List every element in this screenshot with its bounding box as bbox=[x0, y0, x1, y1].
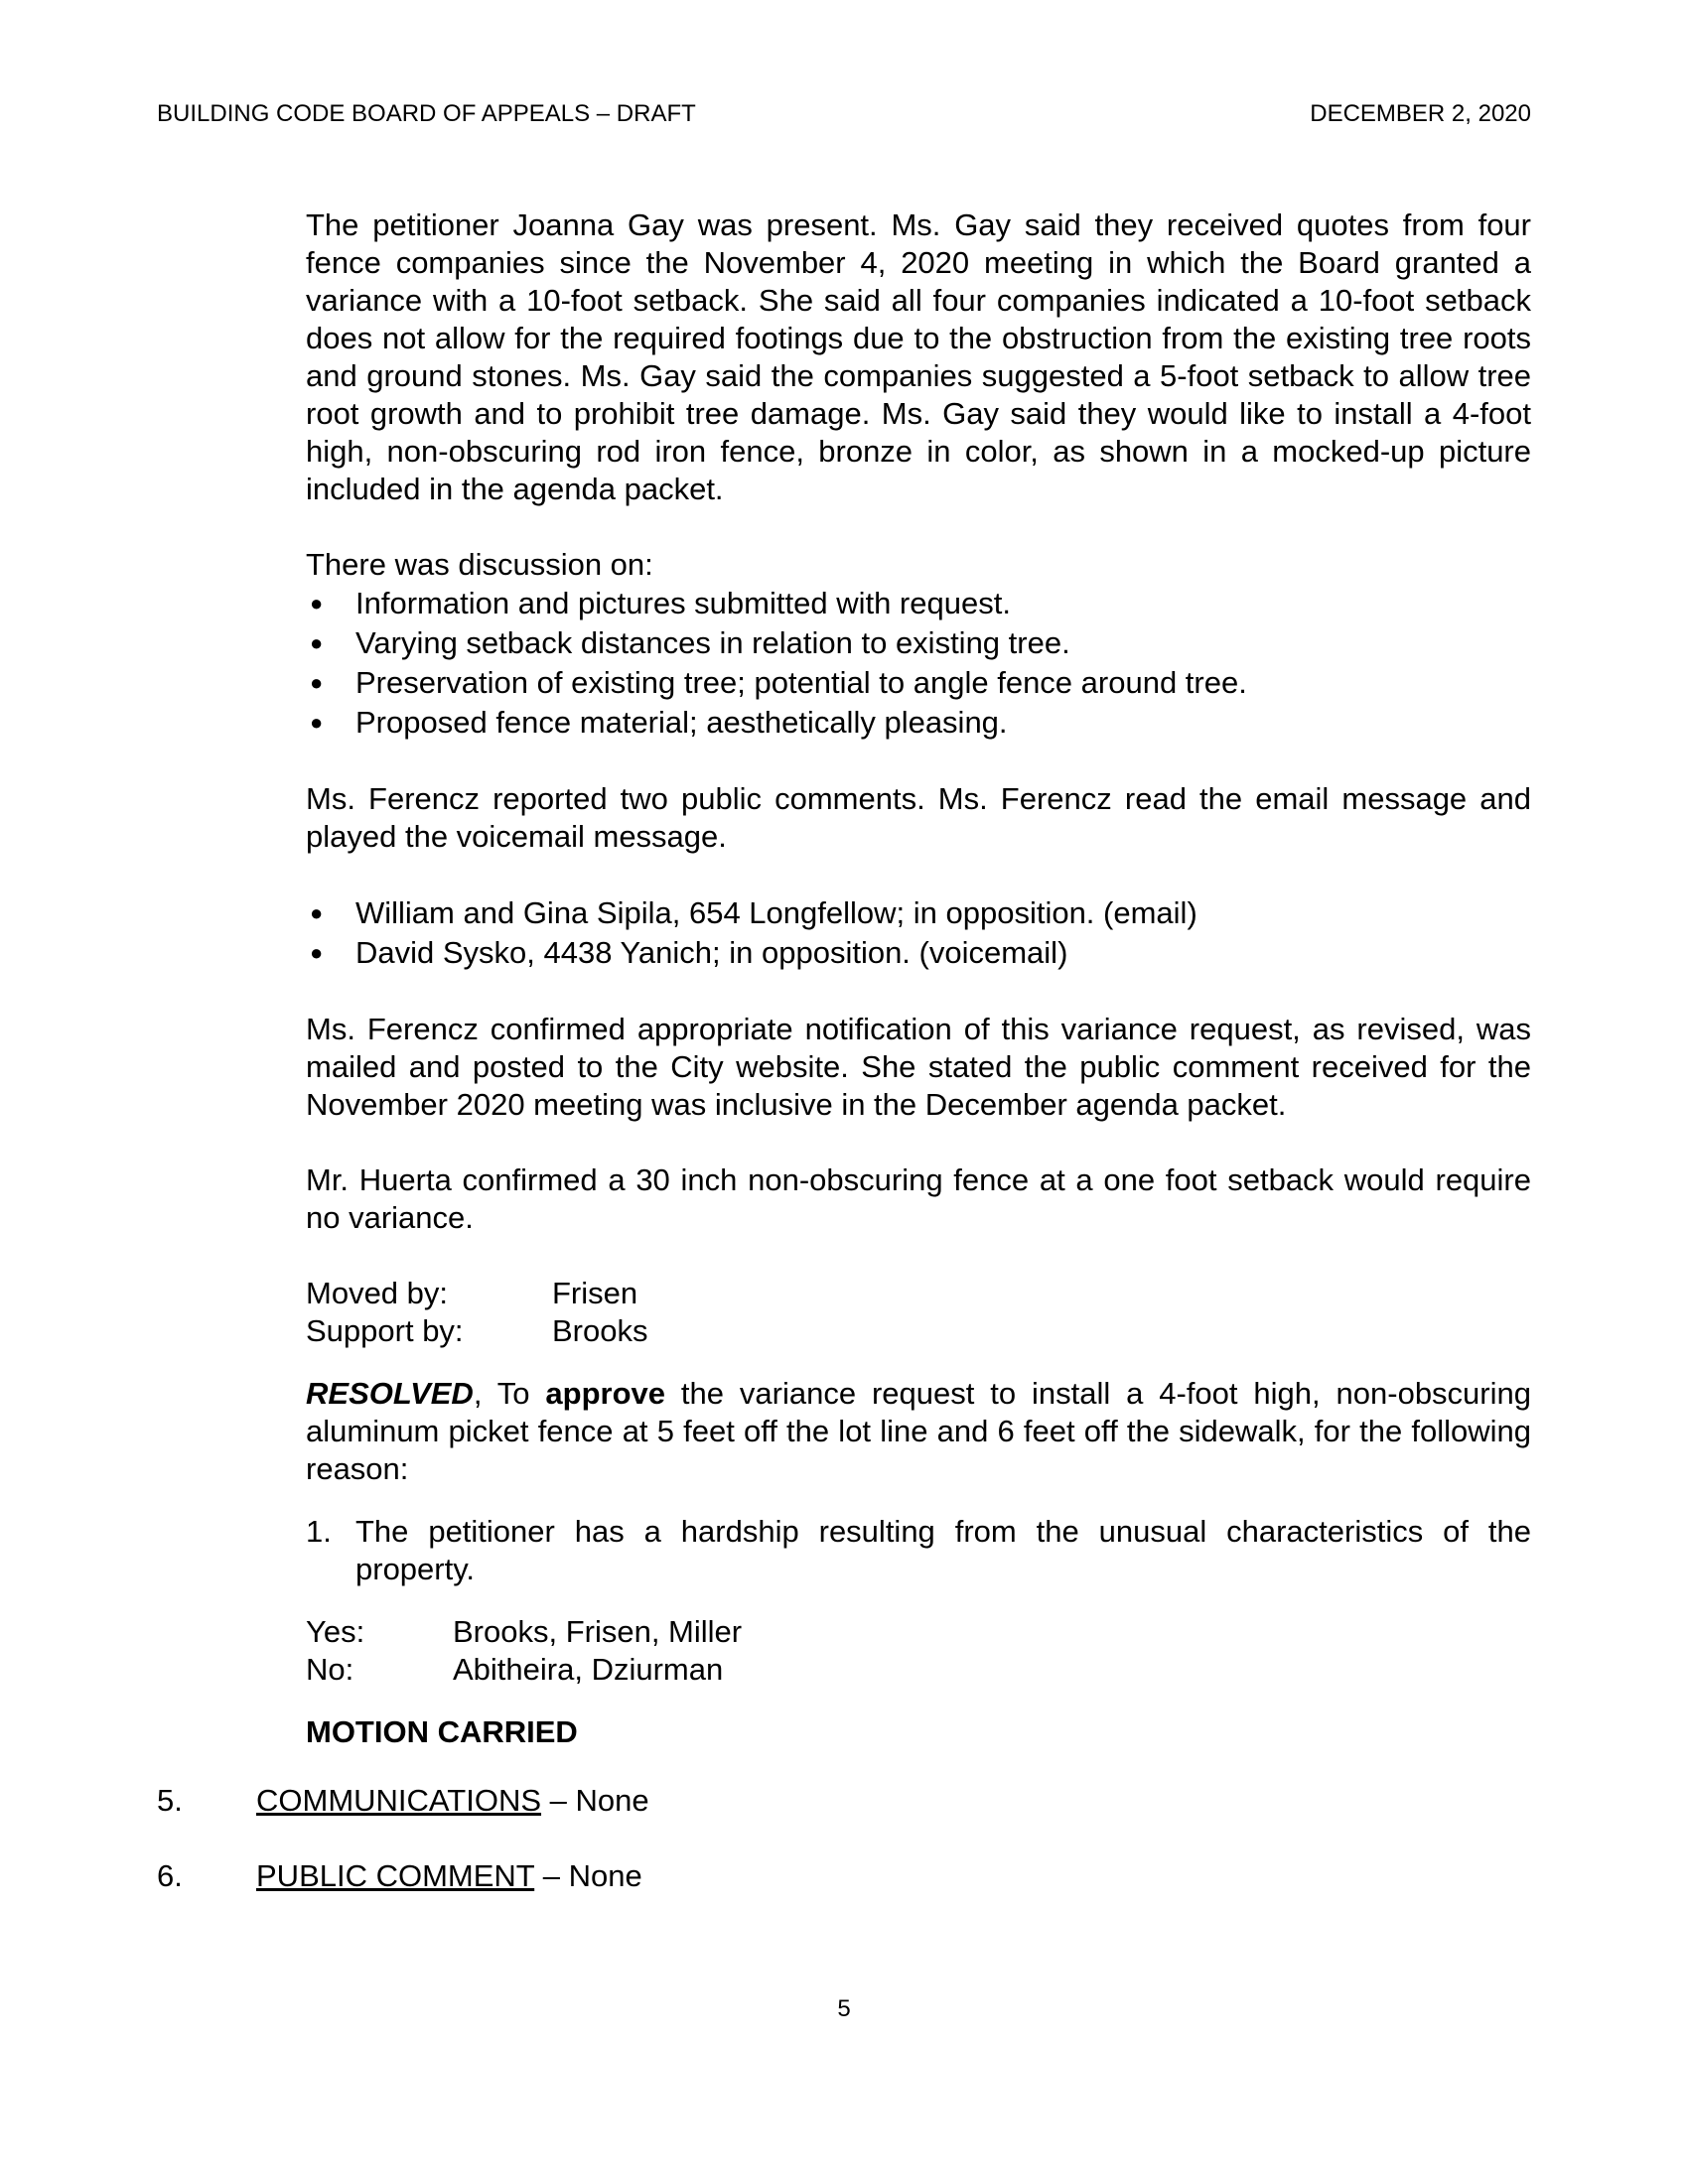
minutes-body bbox=[306, 206, 1531, 1751]
vote-yes-label: Yes: bbox=[306, 1614, 365, 1649]
vote-no-value: Abitheira, Dziurman bbox=[453, 1652, 724, 1687]
approve-keyword: approve bbox=[545, 1376, 666, 1411]
section-number: 5. bbox=[157, 1783, 183, 1818]
list-item: 1. The petitioner has a hardship resulting from the unusual characteristics of the property. bbox=[306, 1514, 1531, 1586]
list-item: ● William and Gina Sipila, 654 Longfellow; in opposition. (email) bbox=[306, 893, 1531, 933]
vote-yes-row bbox=[306, 1613, 1531, 1651]
public-comments-paragraph: Ms. Ferencz reported two public comments. Ms. Ferencz read the email message and played the voicemail message. bbox=[306, 781, 1531, 854]
section-communications: 5. COMMUNICATIONS – None bbox=[157, 1783, 649, 1818]
moved-by-label: Moved by: bbox=[306, 1276, 449, 1310]
list-item: ● Proposed fence material; aesthetically pleasing. bbox=[306, 703, 1531, 743]
resolved-keyword: RESOLVED bbox=[306, 1376, 474, 1411]
support-by-row bbox=[306, 1312, 1531, 1350]
bullet-icon: ● bbox=[310, 591, 324, 615]
moved-by-value: Frisen bbox=[552, 1276, 638, 1310]
page-number: 5 bbox=[837, 1995, 851, 2022]
bullet-icon: ● bbox=[310, 940, 324, 965]
discussion-intro: There was discussion on: bbox=[306, 547, 653, 582]
reasons-list bbox=[306, 1513, 1531, 1588]
notification-paragraph: Ms. Ferencz confirmed appropriate notification of this variance request, as revised, was mailed and posted to the City website. She stated the public comment received for the November 2020 meeting was inclusive in the December agenda packet. bbox=[306, 1012, 1531, 1122]
header-title: BUILDING CODE BOARD OF APPEALS – DRAFT bbox=[157, 100, 696, 127]
section-title: PUBLIC COMMENT bbox=[256, 1858, 535, 1893]
section-title: COMMUNICATIONS bbox=[256, 1783, 542, 1818]
list-item: ● Information and pictures submitted with request. bbox=[306, 584, 1531, 623]
bullet-icon: ● bbox=[310, 670, 324, 695]
section-public-comment: 6. PUBLIC COMMENT – None bbox=[157, 1858, 642, 1893]
vote-no-label: No: bbox=[306, 1652, 354, 1687]
motion-result: MOTION CARRIED bbox=[306, 1714, 578, 1749]
vote-no-row bbox=[306, 1651, 1531, 1689]
public-comments-list bbox=[306, 893, 1531, 973]
resolution-paragraph: RESOLVED, To approve the variance request to install a 4-foot high, non-obscuring aluminum picket fence at 5 feet off the lot line and 6 feet off the sidewalk, for the following reason: bbox=[306, 1376, 1531, 1486]
bullet-icon: ● bbox=[310, 710, 324, 735]
huerta-paragraph: Mr. Huerta confirmed a 30 inch non-obscuring fence at a one foot setback would require no variance. bbox=[306, 1162, 1531, 1235]
petitioner-paragraph: The petitioner Joanna Gay was present. Ms. Gay said they received quotes from four fence companies since the November 4, 2020 meeting in which the Board granted a variance with a 10-foot setback. She said all four companies indicated a 10-foot setback does not allow for the required footings due to the obstruction from the existing tree roots and ground stones. Ms. Gay said the companies suggested a 5-foot setback to allow tree root growth and to prohibit tree damage. Ms. Gay said they would like to install a 4-foot high, non-obscuring rod iron fence, bronze in color, as shown in a mocked-up picture included in the agenda packet. bbox=[306, 207, 1531, 506]
list-item: ● David Sysko, 4438 Yanich; in opposition. (voicemail) bbox=[306, 933, 1531, 973]
bullet-icon: ● bbox=[310, 630, 324, 655]
section-number: 6. bbox=[157, 1858, 183, 1893]
list-item: ● Varying setback distances in relation to existing tree. bbox=[306, 623, 1531, 663]
bullet-icon: ● bbox=[310, 900, 324, 925]
support-by-label: Support by: bbox=[306, 1313, 464, 1348]
header-date: DECEMBER 2, 2020 bbox=[1310, 100, 1531, 127]
list-item: ● Preservation of existing tree; potential to angle fence around tree. bbox=[306, 663, 1531, 703]
discussion-list bbox=[306, 584, 1531, 743]
moved-by-row bbox=[306, 1275, 1531, 1312]
support-by-value: Brooks bbox=[552, 1313, 648, 1348]
vote-yes-value: Brooks, Frisen, Miller bbox=[453, 1614, 743, 1649]
